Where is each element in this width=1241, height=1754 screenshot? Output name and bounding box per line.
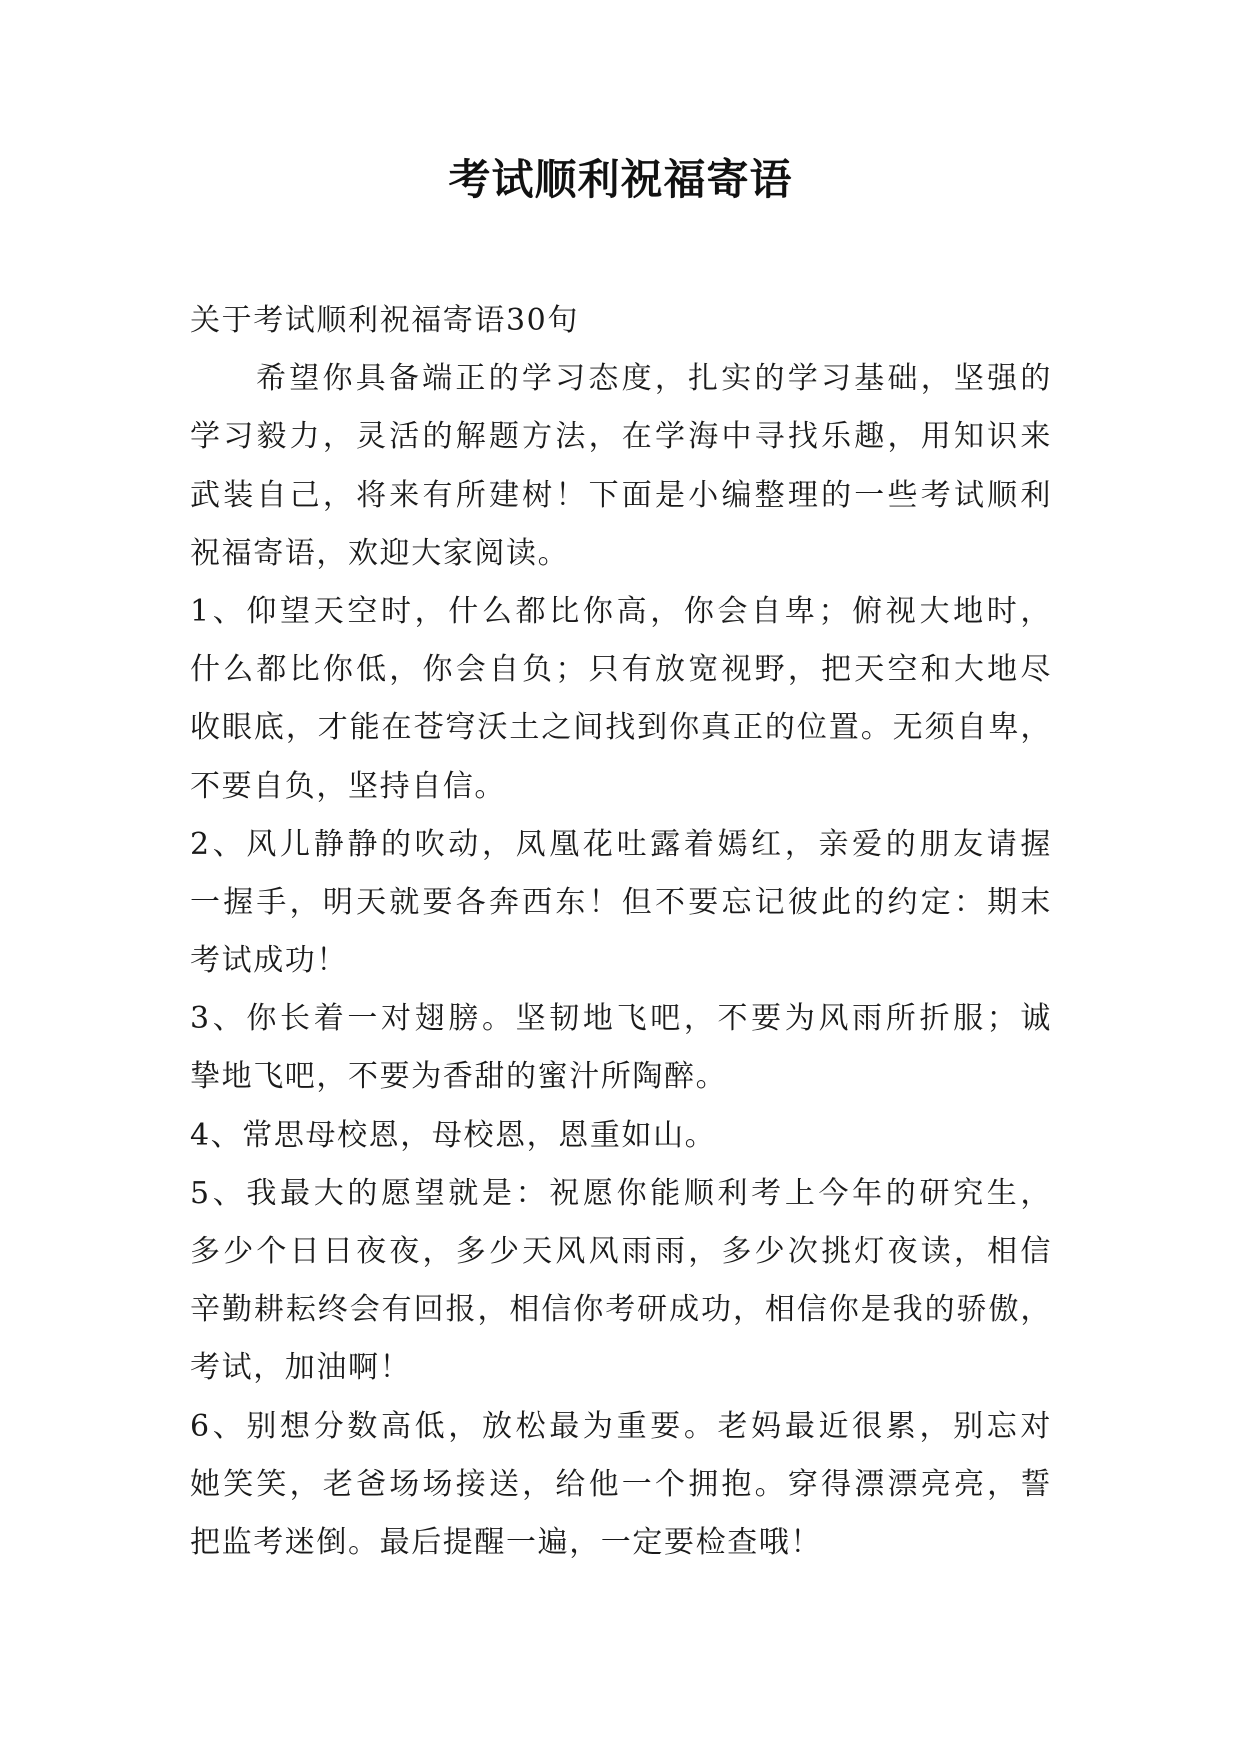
- text-line: 辛勤耕耘终会有回报，相信你考研成功，相信你是我的骄傲，: [190, 1292, 1052, 1328]
- text-line: 1、仰望天空时，什么都比你高，你会自卑；俯视大地时，: [190, 593, 1052, 629]
- text-line: 祝福寄语，欢迎大家阅读。: [190, 535, 570, 571]
- text-line: 不要自负，坚持自信。: [190, 768, 506, 804]
- text-line: 学习毅力，灵活的解题方法，在学海中寻找乐趣，用知识来: [190, 419, 1052, 455]
- document-title: 考试顺利祝福寄语: [448, 155, 793, 204]
- text-line: 考试成功！: [190, 943, 348, 979]
- text-line: 把监考迷倒。最后提醒一遍，一定要检查哦！: [190, 1524, 822, 1560]
- text-line: 什么都比你低，你会自负；只有放宽视野，把天空和大地尽: [190, 652, 1052, 688]
- text-line: 收眼底，才能在苍穹沃土之间找到你真正的位置。无须自卑，: [190, 710, 1052, 746]
- text-line: 5、我最大的愿望就是：祝愿你能顺利考上今年的研究生，: [190, 1175, 1052, 1211]
- text-line: 4、常思母校恩，母校恩，恩重如山。: [190, 1117, 717, 1153]
- text-line: 多少个日日夜夜，多少天风风雨雨，多少次挑灯夜读，相信: [190, 1234, 1052, 1269]
- text-line: 挚地飞吧，不要为香甜的蜜汁所陶醉。: [190, 1059, 728, 1095]
- text-line: 考试，加油啊！: [190, 1350, 412, 1386]
- text-line: 关于考试顺利祝福寄语30句: [190, 303, 579, 338]
- text-line: 她笑笑，老爸场场接送，给他一个拥抱。穿得漂漂亮亮，誓: [190, 1466, 1052, 1502]
- text-line: 6、别想分数高低，放松最为重要。老妈最近很累，别忘对: [190, 1408, 1052, 1444]
- text-line: 希望你具备端正的学习态度，扎实的学习基础，坚强的: [256, 361, 1052, 397]
- text-line: 3、你长着一对翅膀。坚韧地飞吧，不要为风雨所折服；诚: [190, 1001, 1052, 1037]
- text-line: 2、风儿静静的吹动，凤凰花吐露着嫣红，亲爱的朋友请握: [190, 826, 1052, 862]
- document-body: [190, 292, 1052, 1572]
- text-line: 武装自己，将来有所建树！下面是小编整理的一些考试顺利: [190, 477, 1052, 513]
- text-line: 一握手，明天就要各奔西东！但不要忘记彼此的约定：期末: [190, 884, 1052, 920]
